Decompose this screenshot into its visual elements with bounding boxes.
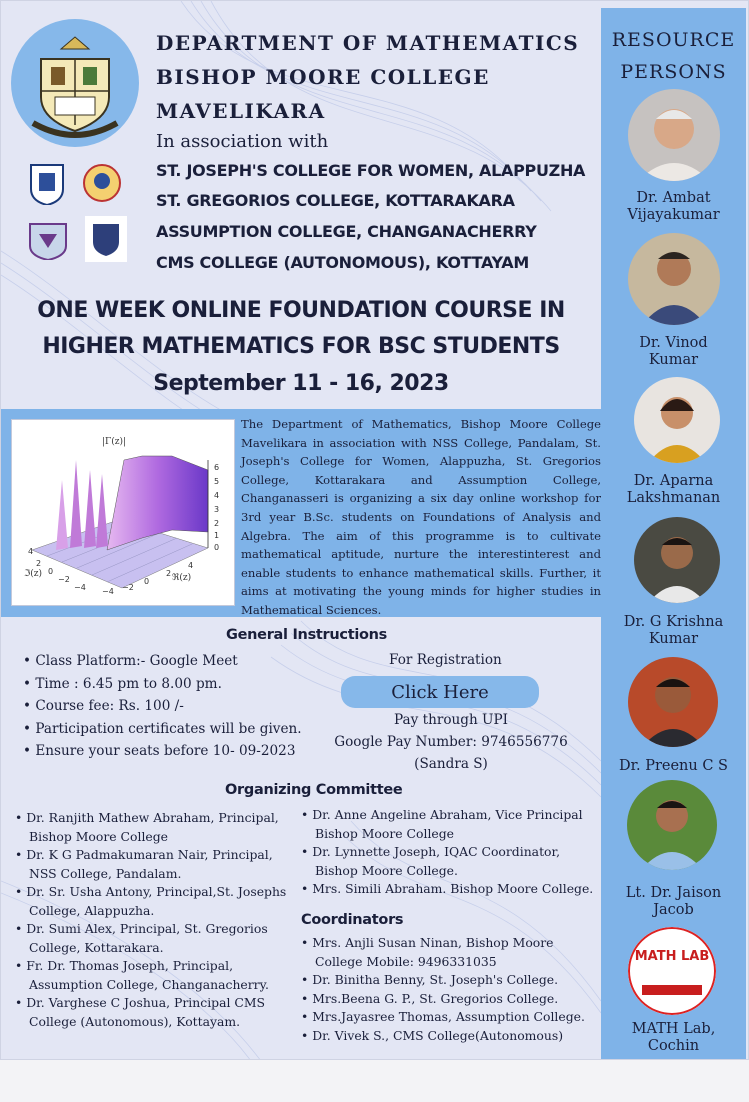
gamma-function-graph [11,419,235,606]
resource-person-photo [634,517,720,603]
graph-tick: 2 [166,569,172,578]
coordinator: • Dr. Vivek S., CMS College(Autonomous) [301,1027,601,1046]
graph-tick: 2 [36,559,42,568]
committee-member: • Dr. K G Padmakumaran Nair, Principal, NSS College, Pandalam. [15,846,287,883]
committee-member: • Dr. Lynnette Joseph, IQAC Coordinator, Bishop Moore College. [301,843,601,880]
math-lab-logo-text: MATH LAB [634,949,710,964]
committee-member: • Fr. Dr. Thomas Joseph, Principal, Assumption College, Changanacherry. [15,957,287,994]
graph-tick: 3 [214,505,220,514]
college-heading: BISHOP MOORE COLLEGE [156,65,490,89]
instruction-item: • Ensure your seats before 10- 09-2023 [23,740,302,763]
math-lab-logo [628,927,716,1015]
college-name-4: CMS COLLEGE (AUTONOMOUS), KOTTAYAM [156,253,530,272]
st-gregorios-logo [81,161,123,209]
committee-list-left [15,809,287,1031]
cms-college-logo [85,216,127,266]
resource-person-name-line1: MATH Lab, [631,1021,716,1037]
resource-person-name-line2: Vijayakumar [627,207,720,223]
committee-member: • Mrs. Simili Abraham. Bishop Moore College. [301,880,601,899]
resource-person-name [601,885,746,919]
graph-tick: 2 [214,519,220,528]
resource-person-name [601,1021,746,1055]
committee-member: • Dr. Ranjith Mathew Abraham, Principal, Bishop Moore College [15,809,287,846]
registration-label: For Registration [389,652,502,668]
committee-list-right [301,806,601,899]
instruction-item: • Course fee: Rs. 100 /- [23,695,302,718]
assumption-college-logo [27,216,69,264]
resource-person-name [601,758,746,775]
resource-person-name-line1: Dr. Vinod [639,335,708,351]
resource-person-name-line1: Dr. Preenu C S [619,758,728,774]
click-here-button[interactable]: Click Here [341,676,539,708]
instruction-item: • Class Platform:- Google Meet [23,650,302,673]
graph-label-gamma: |Γ(z)| [102,437,127,447]
course-title-line2: HIGHER MATHEMATICS FOR BSC STUDENTS [42,334,560,359]
committee-member: • Dr. Sumi Alex, Principal, St. Gregorios College, Kottarakara. [15,920,287,957]
resource-person-name-line2: Kumar [648,631,699,647]
instruction-item: • Time : 6.45 pm to 8.00 pm. [23,673,302,696]
course-description: The Department of Mathematics, Bishop Moore College Mavelikara in association with NSS College, Pandalam, St. Joseph's College for Women, Alappuzha, St. Gregorios College, Kottarakara and Assumption College, Changanasseri is organizing a six day online workshop for 3rd year B.Sc. students on Foundations of Analysis and Algebra. The aim of this programme is to cultivate mathematical aptitude, nurture the interestinterest and enable students to enhance mathematical skills. Further, it aims at motivating the young minds for higher studies in Mathematical Sciences. [241,417,601,617]
committee-member: • Dr. Sr. Usha Antony, Principal,St. Josephs College, Alappuzha. [15,883,287,920]
st-josephs-logo [29,161,65,209]
resource-person-photo [628,233,720,325]
coordinators-heading: Coordinators [301,912,404,928]
course-title-line1: ONE WEEK ONLINE FOUNDATION COURSE IN [37,298,565,323]
resource-person-name-line2: Jacob [653,902,694,918]
graph-tick: 4 [28,547,34,556]
resource-person-name-line2: Kumar [648,352,699,368]
instruction-item: • Participation certificates will be given. [23,718,302,741]
college-name-3: ASSUMPTION COLLEGE, CHANGANACHERRY [156,222,537,241]
resource-person-name-line1: Lt. Dr. Jaison [625,885,722,901]
resource-person-name-line2: Lakshmanan [626,490,721,506]
general-instructions-list [23,650,302,763]
upi-text: Pay through UPI [393,712,509,728]
gpay-name: (Sandra S) [414,756,488,772]
resource-title-line1: RESOURCE [611,29,736,51]
resource-person-name [601,614,746,648]
resource-person-photo [628,89,720,181]
resource-person-photo [627,780,717,870]
resource-person-photo [634,377,720,463]
place-heading: MAVELIKARA [156,99,326,123]
resource-person-name-line1: Dr. G Krishna [623,614,724,630]
bishop-moore-college-logo [11,19,139,147]
college-name-1: ST. JOSEPH'S COLLEGE FOR WOMEN, ALAPPUZHA [156,161,586,180]
graph-tick: 0 [144,577,150,586]
resource-title-line2: PERSONS [620,61,727,83]
general-instructions-heading: General Instructions [226,627,388,643]
resource-person-name [601,473,746,507]
committee-member: • Dr. Anne Angeline Abraham, Vice Principal Bishop Moore College [301,806,601,843]
coordinators-list [301,934,601,1045]
graph-tick: 0 [48,567,54,576]
coordinator: • Mrs. Anjli Susan Ninan, Bishop Moore College Mobile: 9496331035 [301,934,601,971]
graph-tick: −4 [74,583,86,592]
resource-person-name-line2: Cochin [647,1038,700,1054]
organizing-committee-heading: Organizing Committee [225,782,403,798]
college-name-2: ST. GREGORIOS COLLEGE, KOTTARAKARA [156,191,515,210]
graph-tick: −2 [122,583,134,592]
coordinator: • Mrs.Jayasree Thomas, Assumption College. [301,1008,601,1027]
coordinator: • Dr. Binitha Benny, St. Joseph's College. [301,971,601,990]
resource-person-name [601,335,746,369]
resource-person-photo [628,657,718,747]
gpay-number: Google Pay Number: 9746556776 [334,734,568,750]
graph-tick: 4 [188,561,194,570]
department-heading: DEPARTMENT OF MATHEMATICS [156,31,580,55]
association-text: In association with [156,131,329,152]
graph-tick: 1 [214,531,220,540]
course-dates: September 11 - 16, 2023 [153,371,449,396]
graph-tick: 4 [214,491,220,500]
graph-tick: −2 [58,575,70,584]
committee-member: • Dr. Varghese C Joshua, Principal CMS College (Autonomous), Kottayam. [15,994,287,1031]
graph-tick: 0 [214,543,220,552]
resource-person-name-line1: Dr. Aparna [633,473,714,489]
resource-person-name-line1: Dr. Ambat [636,190,711,206]
graph-label-re: ℜ(z) [172,573,192,583]
resource-person-name [601,190,746,224]
graph-tick: −4 [102,587,114,596]
graph-label-im: ℑ(z) [24,569,43,579]
coordinator: • Mrs.Beena G. P., St. Gregorios College. [301,990,601,1009]
graph-tick: 6 [214,463,220,472]
graph-tick: 5 [214,477,220,486]
